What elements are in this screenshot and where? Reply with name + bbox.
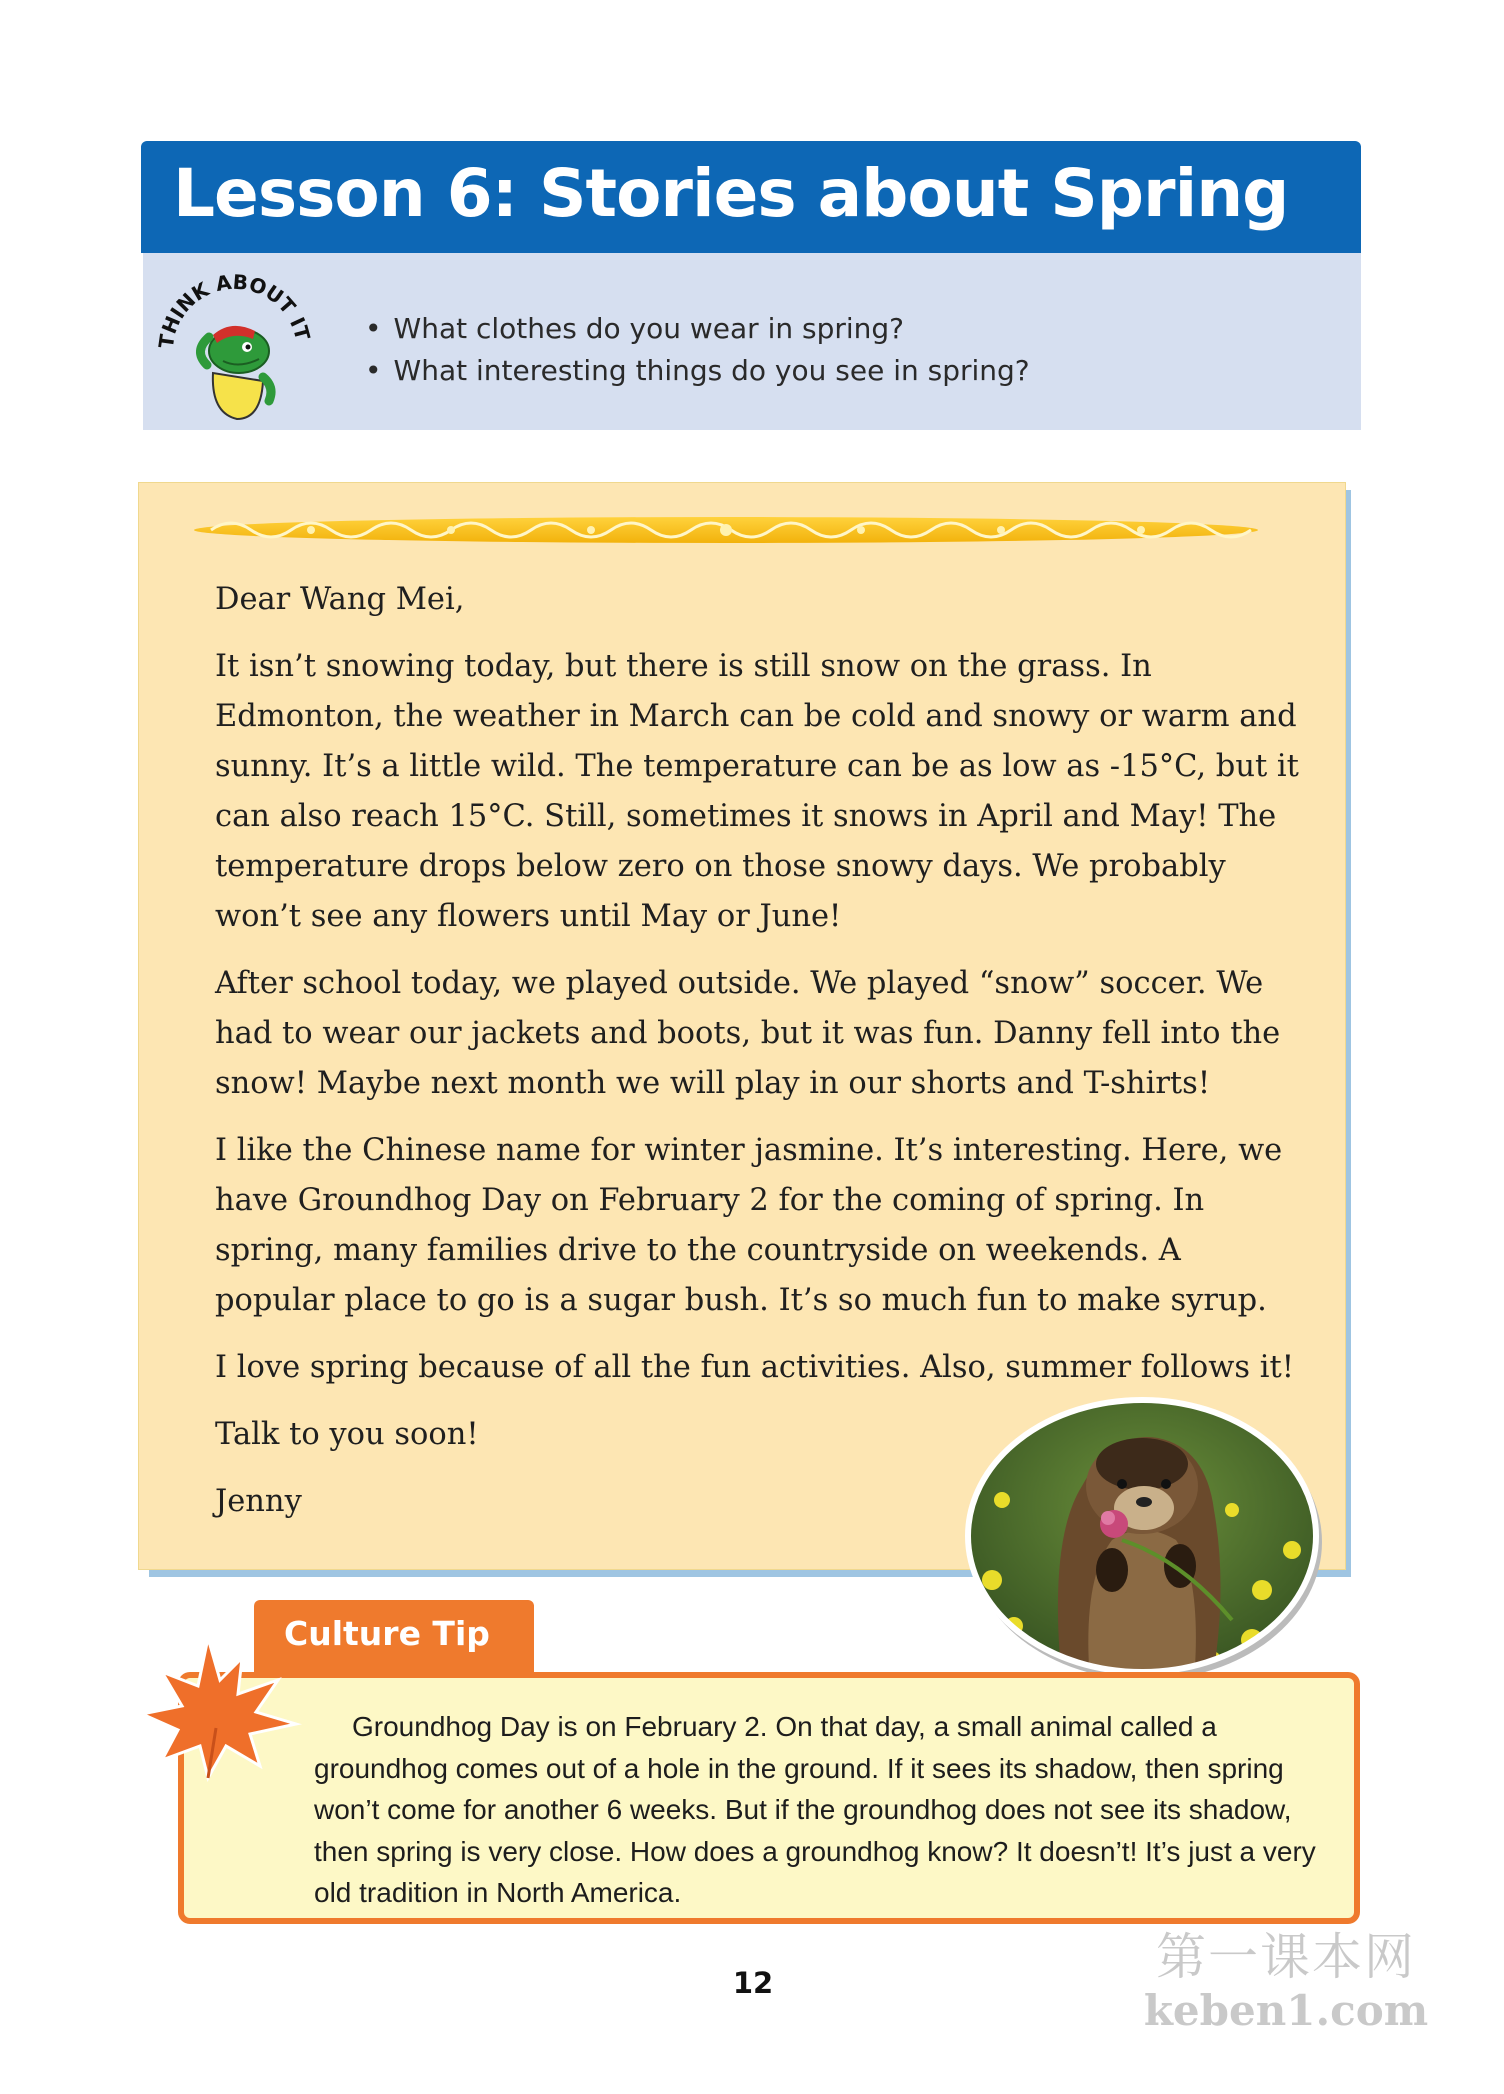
letter-paragraph: I love spring because of all the fun activities. Also, summer follows it! <box>215 1350 1294 1385</box>
culture-tip-text: Groundhog Day is on February 2. On that day, a small animal called a groundhog comes out of a hole in the ground. If it sees its shadow, then spring won’t come for another 6 weeks. But if the groundhog does not see its shadow, then spring is very close. How does a groundhog know? It doesn’t! It’s just a very old tradition in North America. <box>314 1711 1316 1908</box>
groundhog-photo <box>962 1390 1328 1682</box>
letter-closing: Talk to you soon! <box>215 1417 479 1452</box>
letter-paragraph: I like the Chinese name for winter jasmine. It’s interesting. Here, we have Groundhog Day on February 2 for the coming of spring. In spring, many families drive to the countryside on weekends. A popular place to go is a sugar bush. It’s so much fun to make syrup. <box>215 1133 1283 1318</box>
lesson-title: Lesson 6: Stories about Spring <box>173 155 1289 232</box>
letter-paragraph: It isn’t snowing today, but there is still snow on the grass. In Edmonton, the weather in March can be cold and snowy or warm and sunny. It’s a little wild. The temperature can be as low as -15°C, but it can also reach 15°C. Still, sometimes it snows in April and May! The temperature drops below zero on those snowy days. We probably won’t see any flowers until May or June! <box>215 649 1299 934</box>
watermark-chinese: 第一课本网 <box>1156 1928 1416 1986</box>
lesson-title-bar <box>141 141 1361 253</box>
letter-paragraph: After school today, we played outside. We played “snow” soccer. We had to wear our jackets and boots, but it was fun. Danny fell into the snow! Maybe next month we will play in our shorts and T-shirts! <box>215 966 1281 1101</box>
watermark <box>1136 1928 1436 2036</box>
think-question: • What clothes do you wear in spring? <box>365 308 1030 350</box>
think-about-it-badge-text: THINK ABOUT IT <box>153 273 315 350</box>
think-about-it-questions <box>365 308 1030 392</box>
letter-greeting: Dear Wang Mei, <box>215 582 465 617</box>
watermark-domain: keben1.com <box>1143 1986 1429 2035</box>
culture-tip-box <box>178 1672 1360 1924</box>
think-about-it-panel <box>143 253 1361 430</box>
think-about-it-mascot-icon <box>151 273 331 423</box>
decorative-scroll-ornament <box>191 507 1261 553</box>
think-question: • What interesting things do you see in spring? <box>365 350 1030 392</box>
maple-leaf-icon <box>138 1628 308 1788</box>
page-number: 12 <box>732 1966 774 2000</box>
culture-tip-heading: Culture Tip <box>284 1614 490 1653</box>
letter-signature: Jenny <box>215 1484 302 1519</box>
